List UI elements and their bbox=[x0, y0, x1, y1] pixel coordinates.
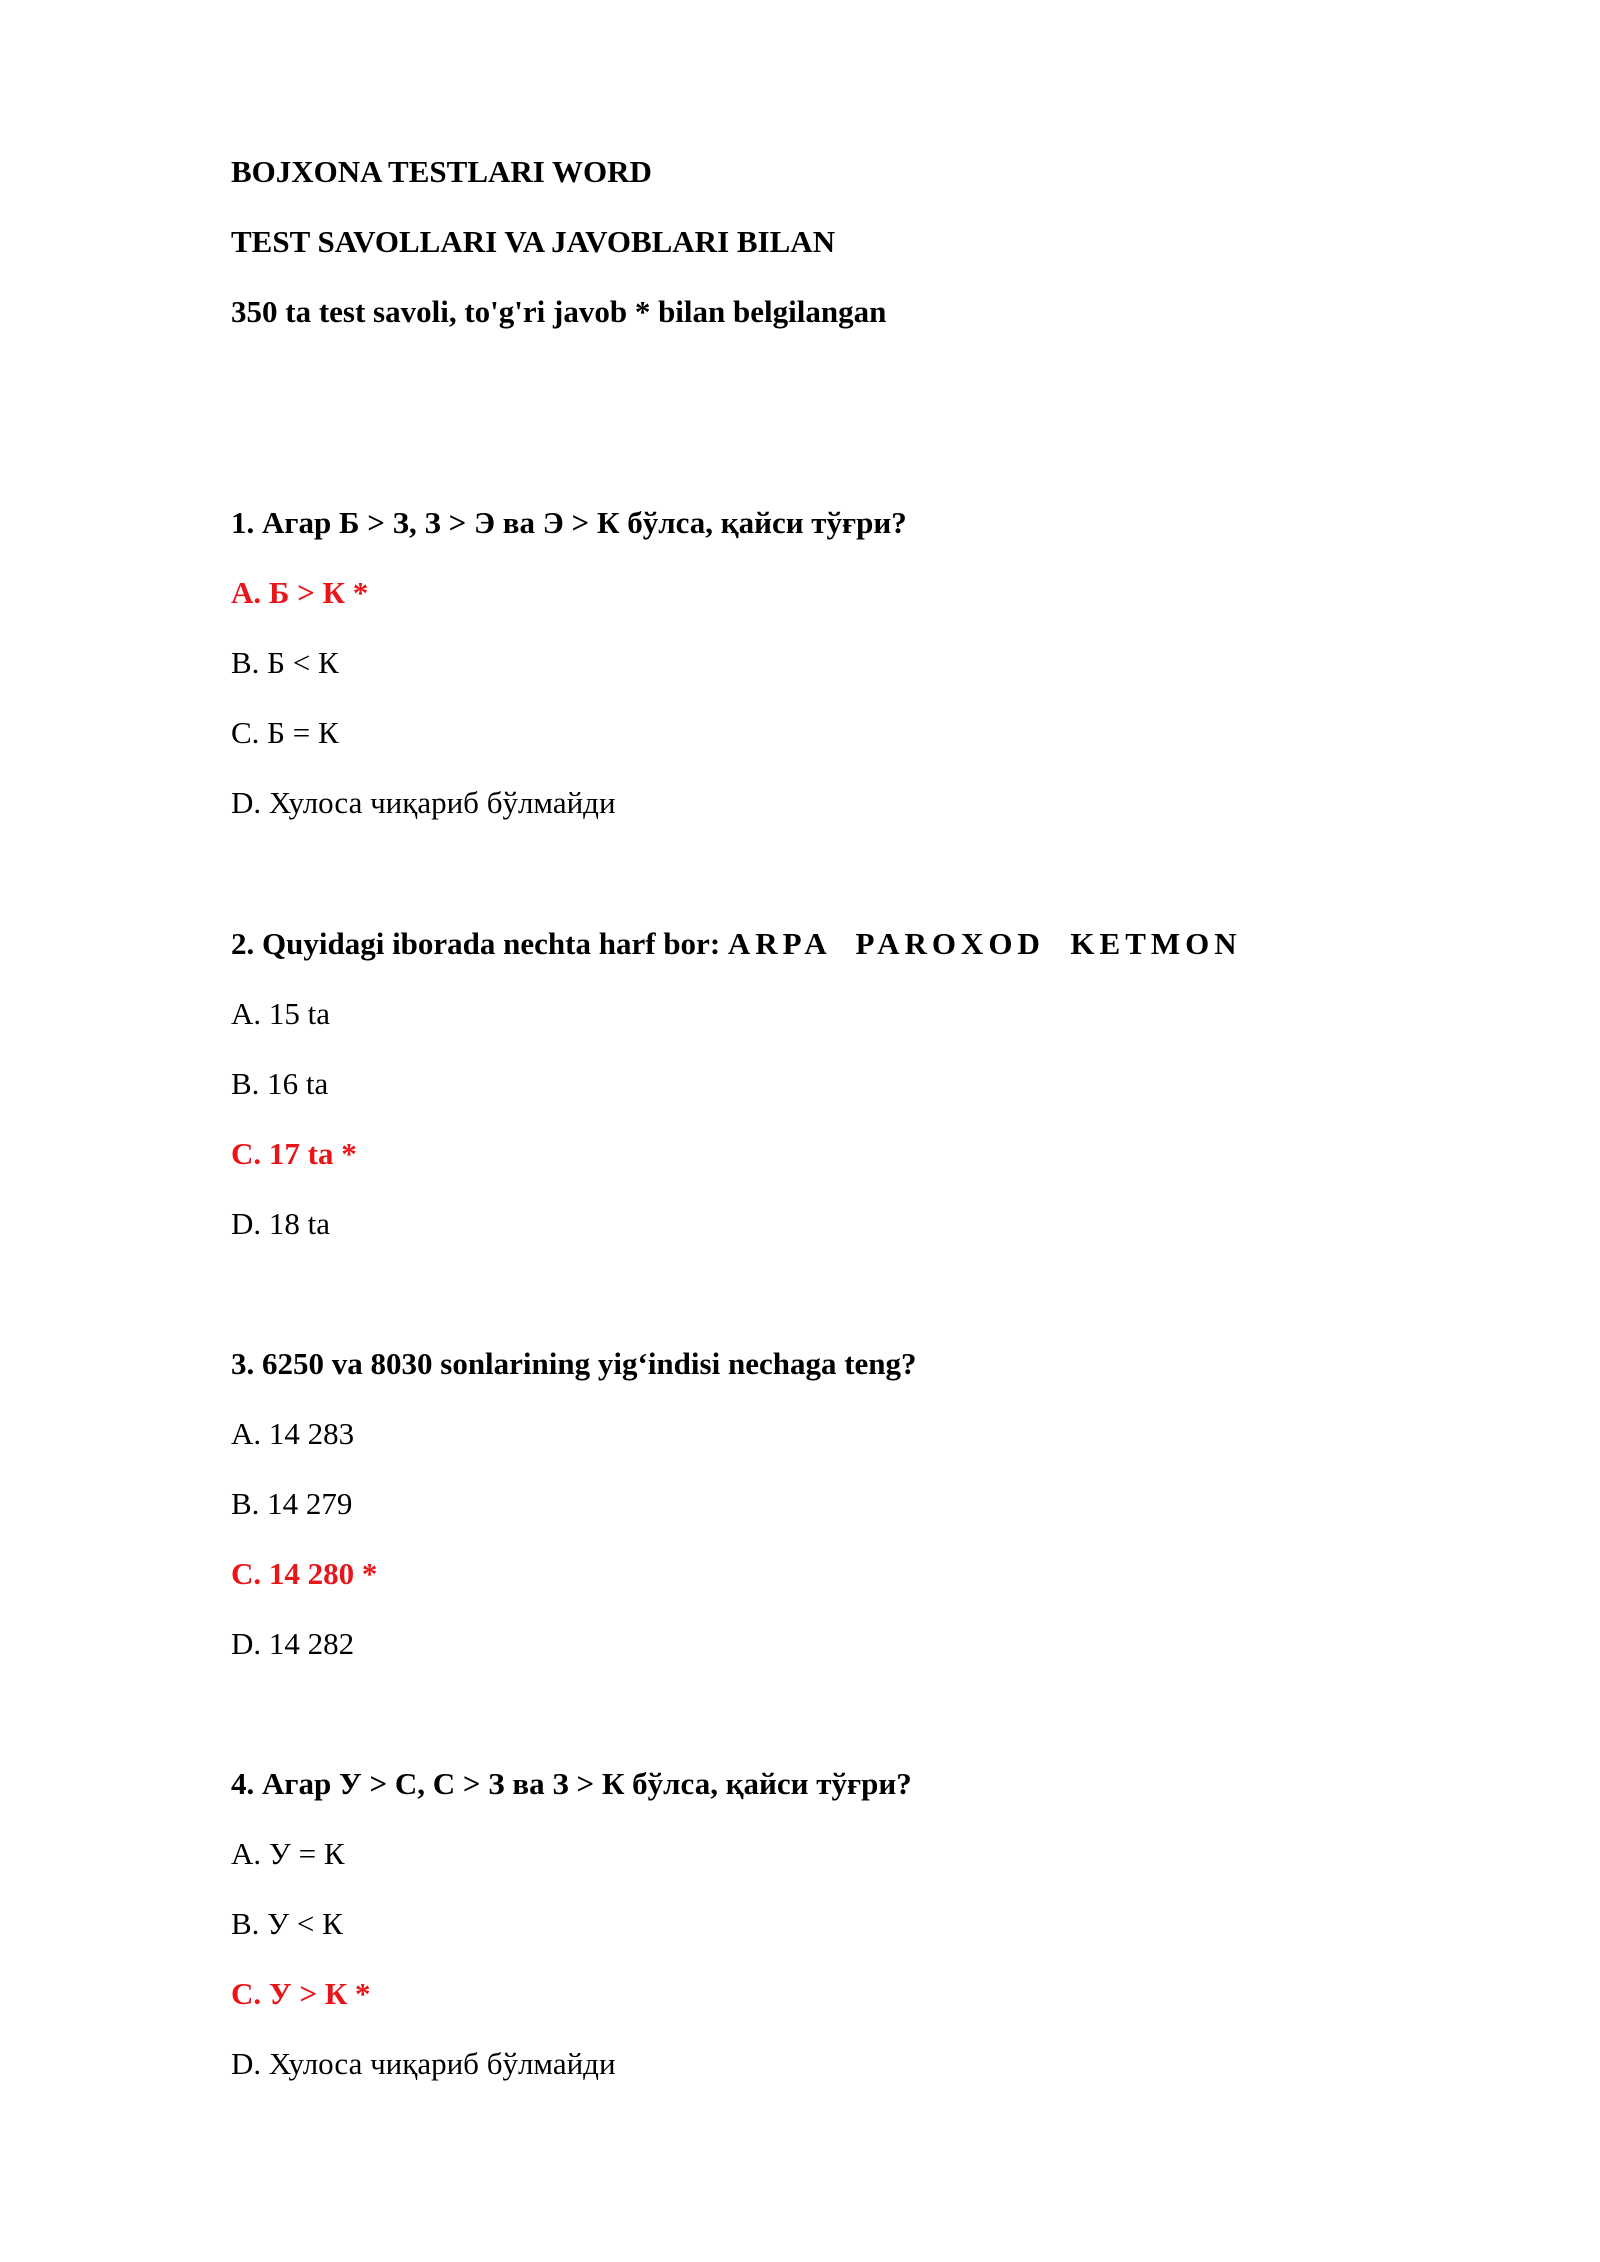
question-2-option-b: B. 16 ta bbox=[231, 1066, 329, 1101]
question-1-option-c: C. Б = К bbox=[231, 715, 339, 750]
question-3-text: 3. 6250 va 8030 sonlarining yig‘indisi nechaga teng? bbox=[231, 1346, 917, 1381]
question-2-text bbox=[231, 924, 1242, 964]
question-1-text: 1. Агар Б > З, З > Э ва Э > К бўлса, қайси тўғри? bbox=[231, 505, 907, 540]
question-1-option-a: A. Б > К * bbox=[231, 575, 369, 610]
document-page bbox=[231, 0, 1371, 2262]
question-2-option-a: A. 15 ta bbox=[231, 996, 331, 1031]
document-title: BOJXONA TESTLARI WORD bbox=[231, 154, 652, 189]
question-3-option-b: B. 14 279 bbox=[231, 1486, 353, 1521]
question-2-option-c: C. 17 ta * bbox=[231, 1136, 357, 1171]
question-2-letters: ARPA PAROXOD KETMON bbox=[727, 926, 1242, 961]
question-4-option-c: C. У > К * bbox=[231, 1976, 371, 2011]
question-4-option-b: B. У < К bbox=[231, 1906, 343, 1941]
question-3-option-d: D. 14 282 bbox=[231, 1626, 355, 1661]
question-4-text: 4. Агар У > С, С > З ва З > К бўлса, қайси тўғри? bbox=[231, 1766, 912, 1801]
question-4-option-a: A. У = К bbox=[231, 1836, 345, 1871]
question-2-prompt: 2. Quyidagi iborada nechta harf bor: bbox=[231, 926, 728, 961]
document-subtitle: TEST SAVOLLARI VA JAVOBLARI BILAN bbox=[231, 224, 836, 259]
question-3-option-a: A. 14 283 bbox=[231, 1416, 355, 1451]
question-4-option-d: D. Хулоса чиқариб бўлмайди bbox=[231, 2046, 616, 2081]
document-note: 350 ta test savoli, to'g'ri javob * bilan belgilangan bbox=[231, 294, 887, 329]
question-2-option-d: D. 18 ta bbox=[231, 1206, 331, 1241]
question-1-option-b: B. Б < К bbox=[231, 645, 339, 680]
question-3-option-c: C. 14 280 * bbox=[231, 1556, 378, 1591]
question-1-option-d: D. Хулоса чиқариб бўлмайди bbox=[231, 785, 616, 820]
